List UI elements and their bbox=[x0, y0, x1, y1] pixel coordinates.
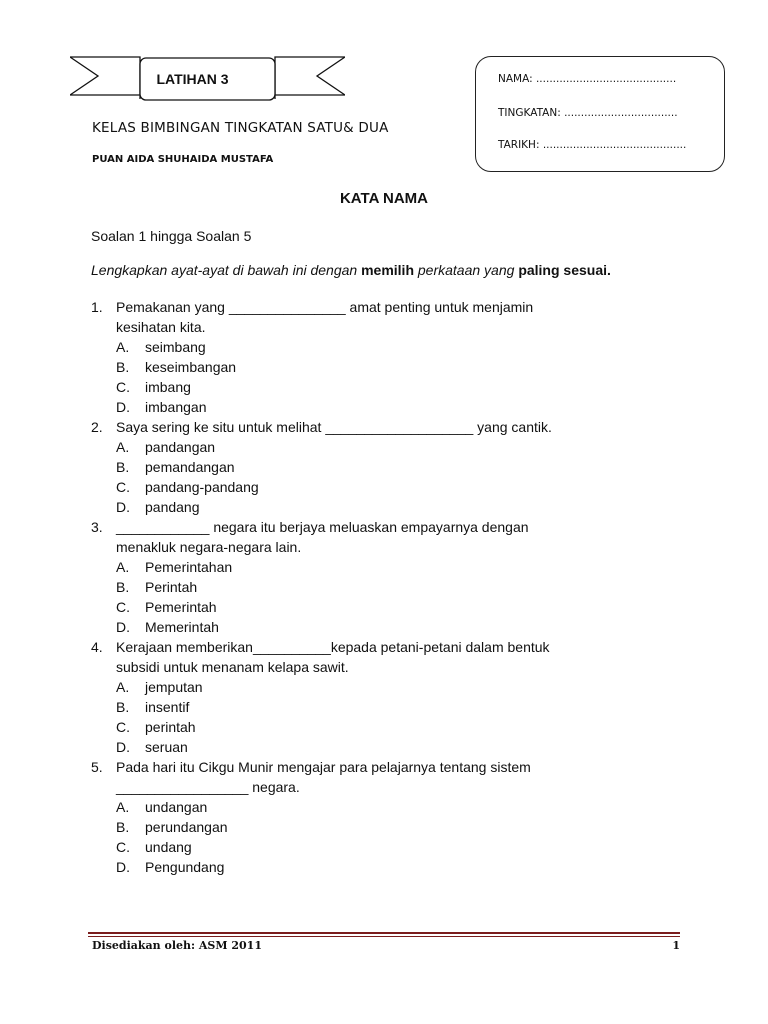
answer-option[interactable] bbox=[91, 557, 691, 577]
question-line bbox=[91, 417, 691, 437]
option-text: Memerintah bbox=[145, 619, 219, 635]
option-letter: D. bbox=[116, 859, 130, 875]
instruction-part-1: Lengkapkan ayat-ayat di bawah ini dengan bbox=[91, 262, 358, 278]
question-number bbox=[91, 777, 116, 797]
option-text: imbangan bbox=[145, 399, 207, 415]
option-text: pandang-pandang bbox=[145, 479, 259, 495]
option-letter: B. bbox=[116, 819, 130, 835]
answer-option[interactable] bbox=[91, 717, 691, 737]
option-letter: D. bbox=[116, 399, 130, 415]
option-letter: D. bbox=[116, 619, 130, 635]
option-letter: B. bbox=[116, 579, 130, 595]
question-number bbox=[91, 657, 116, 677]
option-letter: C. bbox=[116, 719, 130, 735]
answer-option[interactable] bbox=[91, 677, 691, 697]
question-list bbox=[91, 297, 691, 877]
instruction-bold-2: paling sesuai. bbox=[518, 262, 611, 278]
question-line bbox=[91, 317, 691, 337]
question-line bbox=[91, 297, 691, 317]
name-field[interactable]: NAMA: .......................................... bbox=[498, 73, 677, 85]
question-number: 2. bbox=[91, 419, 103, 435]
option-text: perundangan bbox=[145, 819, 228, 835]
form-field[interactable]: TINGKATAN: .................................. bbox=[498, 107, 678, 119]
option-text: pandangan bbox=[145, 439, 216, 455]
option-text: Pengundang bbox=[145, 859, 225, 875]
answer-option[interactable] bbox=[91, 797, 691, 817]
answer-option[interactable] bbox=[91, 597, 691, 617]
question-text: subsidi untuk menanam kelapa sawit. bbox=[116, 659, 349, 675]
answer-option[interactable] bbox=[91, 357, 691, 377]
question-text: Kerajaan memberikan__________kepada petani-petani dalam bentuk bbox=[116, 639, 550, 655]
option-letter: A. bbox=[116, 799, 130, 815]
option-letter: D. bbox=[116, 499, 130, 515]
question-number bbox=[91, 537, 116, 557]
answer-option[interactable] bbox=[91, 397, 691, 417]
answer-option[interactable] bbox=[91, 817, 691, 837]
question-number bbox=[91, 317, 116, 337]
answer-option[interactable] bbox=[91, 497, 691, 517]
answer-option[interactable] bbox=[91, 617, 691, 637]
answer-option[interactable] bbox=[91, 437, 691, 457]
option-text: undangan bbox=[145, 799, 208, 815]
option-text: Perintah bbox=[145, 579, 198, 595]
answer-option[interactable] bbox=[91, 737, 691, 757]
option-letter: A. bbox=[116, 679, 130, 695]
question-text: menakluk negara-negara lain. bbox=[116, 539, 302, 555]
question-line bbox=[91, 537, 691, 557]
answer-option[interactable] bbox=[91, 857, 691, 877]
instruction-bold-1: memilih bbox=[361, 262, 414, 278]
page-number: 1 bbox=[672, 939, 680, 952]
option-text: seruan bbox=[145, 739, 188, 755]
option-letter: B. bbox=[116, 459, 130, 475]
teacher-name: PUAN AIDA SHUHAIDA MUSTAFA bbox=[92, 154, 274, 165]
answer-option[interactable] bbox=[91, 377, 691, 397]
question-number: 5. bbox=[91, 759, 103, 775]
answer-option[interactable] bbox=[91, 577, 691, 597]
exercise-label: LATIHAN 3 bbox=[156, 71, 229, 87]
option-text: imbang bbox=[145, 379, 191, 395]
option-letter: D. bbox=[116, 739, 130, 755]
question-text: _________________ negara. bbox=[116, 779, 300, 795]
option-letter: B. bbox=[116, 699, 130, 715]
question-text: kesihatan kita. bbox=[116, 319, 206, 335]
answer-option[interactable] bbox=[91, 837, 691, 857]
instruction-part-2: perkataan yang bbox=[417, 262, 515, 278]
question-line bbox=[91, 777, 691, 797]
question-line bbox=[91, 757, 691, 777]
option-letter: C. bbox=[116, 839, 130, 855]
option-text: keseimbangan bbox=[145, 359, 237, 375]
question-line bbox=[91, 657, 691, 677]
option-text: Pemerintah bbox=[145, 599, 217, 615]
option-letter: C. bbox=[116, 599, 130, 615]
option-letter: A. bbox=[116, 439, 130, 455]
option-letter: C. bbox=[116, 379, 130, 395]
option-text: pemandangan bbox=[145, 459, 235, 475]
option-text: pandang bbox=[145, 499, 200, 515]
option-text: Pemerintahan bbox=[145, 559, 233, 575]
option-text: undang bbox=[145, 839, 192, 855]
question-number: 3. bbox=[91, 519, 103, 535]
option-text: insentif bbox=[145, 699, 190, 715]
option-text: perintah bbox=[145, 719, 196, 735]
answer-option[interactable] bbox=[91, 457, 691, 477]
question-number: 1. bbox=[91, 299, 103, 315]
question-text: Saya sering ke situ untuk melihat ___________________ yang cantik. bbox=[116, 419, 552, 435]
option-text: jemputan bbox=[145, 679, 203, 695]
answer-option[interactable] bbox=[91, 697, 691, 717]
date-field[interactable]: TARIKH: ........................................... bbox=[498, 139, 687, 151]
question-line bbox=[91, 637, 691, 657]
question-number: 4. bbox=[91, 639, 103, 655]
question-line bbox=[91, 517, 691, 537]
option-text: seimbang bbox=[145, 339, 206, 355]
question-text: ____________ negara itu berjaya meluaskan empayarnya dengan bbox=[116, 519, 529, 535]
footer-prepared-by: Disediakan oleh: ASM 2011 bbox=[92, 939, 262, 952]
option-letter: A. bbox=[116, 339, 130, 355]
page-title: KATA NAMA bbox=[339, 190, 429, 207]
question-text: Pada hari itu Cikgu Munir mengajar para pelajarnya tentang sistem bbox=[116, 759, 531, 775]
footer-rule bbox=[88, 932, 680, 934]
answer-option[interactable] bbox=[91, 477, 691, 497]
answer-option[interactable] bbox=[91, 337, 691, 357]
option-letter: B. bbox=[116, 359, 130, 375]
class-title: KELAS BIMBINGAN TINGKATAN SATU& DUA bbox=[92, 120, 389, 136]
question-range: Soalan 1 hingga Soalan 5 bbox=[91, 228, 252, 244]
option-letter: A. bbox=[116, 559, 130, 575]
option-letter: C. bbox=[116, 479, 130, 495]
footer-rule-thin bbox=[88, 936, 680, 937]
question-text: Pemakanan yang _______________ amat penting untuk menjamin bbox=[116, 299, 534, 315]
instruction bbox=[91, 262, 611, 278]
